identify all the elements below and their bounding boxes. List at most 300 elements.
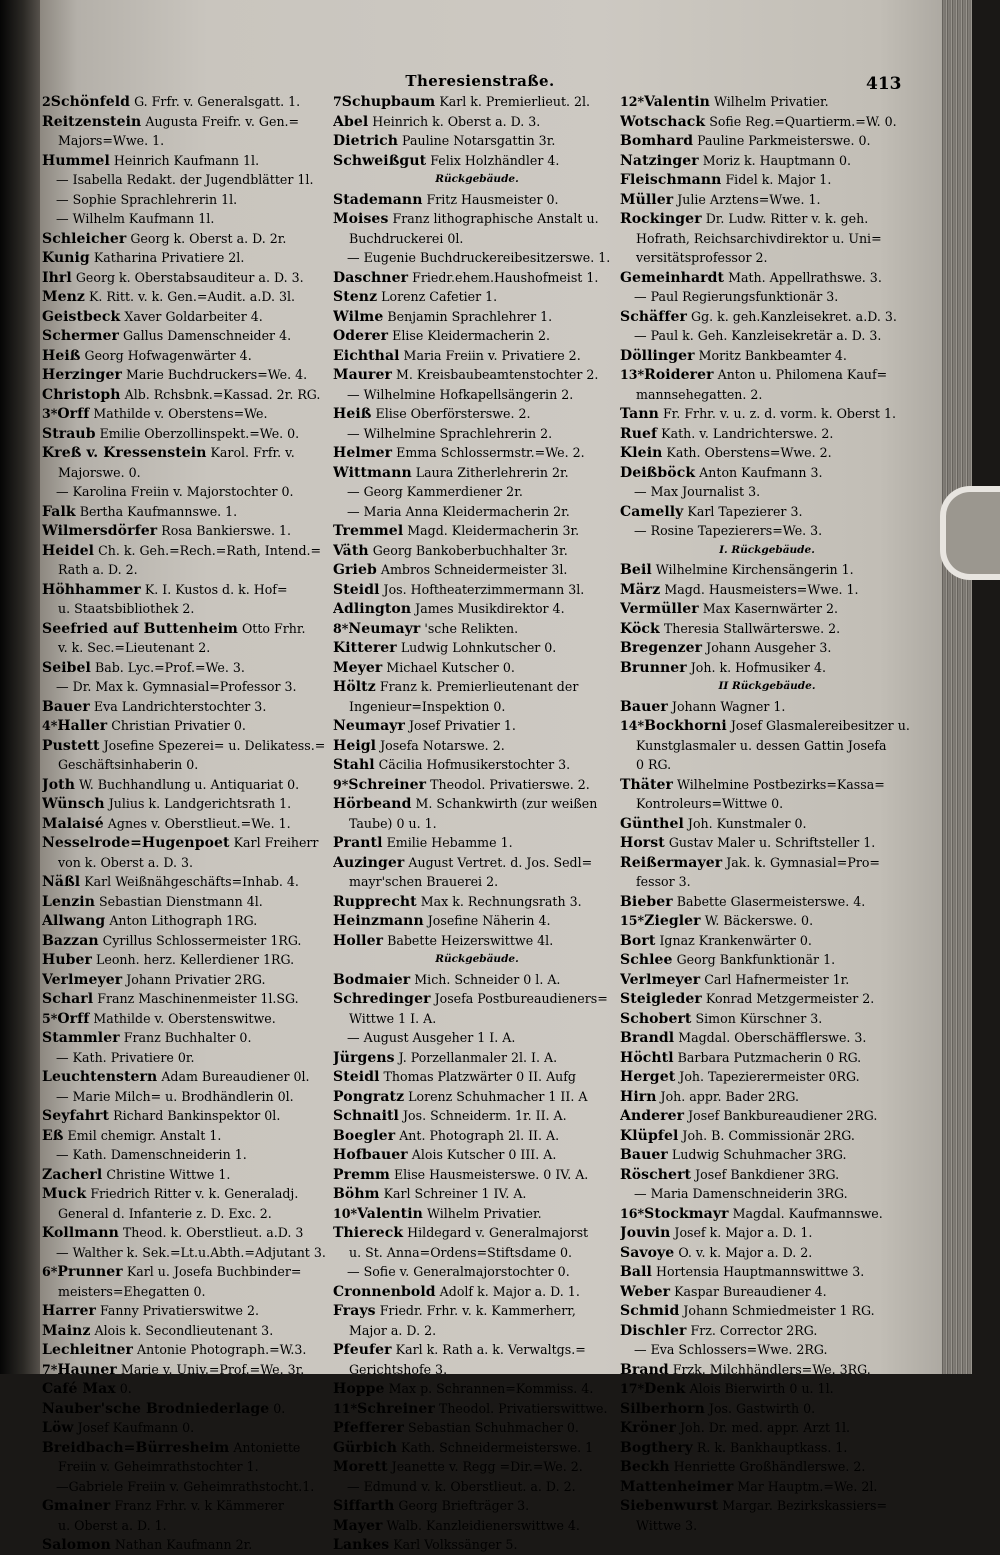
entry-line (620, 755, 914, 775)
directory-entry (333, 1379, 621, 1399)
directory-entry (333, 1048, 621, 1068)
entry-details: Alois Kutscher 0 III. A. (411, 1147, 557, 1162)
entry-details: Jos. Gastwirth 0. (708, 1400, 816, 1416)
resident-name: Lenzin (42, 893, 95, 910)
directory-entry (620, 112, 914, 132)
entry-details: Joh. B. Commissionär 2RG. (682, 1127, 855, 1143)
entry-details: W. Buchhandlung u. Antiquariat 0. (79, 776, 300, 792)
directory-entry (333, 1067, 621, 1087)
entry-details: Wilhelmine Kirchensängerin 1. (655, 562, 854, 577)
entry-line (42, 560, 332, 580)
resident-name: Wünsch (42, 796, 105, 812)
entry-details: Josef Kaufmann 0. (77, 1420, 195, 1435)
entry-details: Josefine Spezerei= u. Delikatess.= (103, 737, 326, 753)
entry-details: Benjamin Sprachlehrer 1. (387, 308, 553, 324)
resident-name: Vermüller (620, 601, 699, 617)
directory-entry (333, 131, 621, 151)
entry-details: Sebastian Schuhmacher 0. (407, 1420, 579, 1435)
directory-entry (620, 833, 914, 853)
resident-name: März (620, 581, 661, 598)
entry-details: Friedrich Ritter v. k. Generaladj. (90, 1186, 299, 1201)
entry-details: James Musikdirektor 4. (415, 601, 565, 616)
directory-entry (620, 307, 914, 327)
entry-details: Walb. Kanzleidienerswittwe 4. (386, 1517, 580, 1533)
directory-entry (42, 385, 332, 405)
entry-details: Lorenz Schuhmacher 1 II. A (408, 1088, 588, 1104)
directory-entry (42, 658, 332, 678)
directory-entry (42, 833, 332, 853)
entry-details: Theodol. Privatierswe. 2. (430, 776, 590, 792)
entry-details: Karl Tapezierer 3. (687, 503, 803, 519)
directory-entry (333, 1223, 621, 1243)
entry-details: Karol. Frfr. v. (210, 445, 295, 460)
entry-details: Ant. Photograph 2l. II. A. (399, 1127, 560, 1143)
entry-details: — Paul Regierungsfunktionär 3. (634, 289, 839, 304)
resident-name: Klein (620, 445, 663, 461)
entry-details: Franz Buchhalter 0. (123, 1030, 252, 1045)
resident-name: Scharl (42, 991, 94, 1007)
entry-details: versitätsprofessor 2. (636, 250, 768, 265)
directory-entry (620, 1223, 914, 1243)
directory-entry (42, 326, 332, 346)
entry-details: Augusta Freifr. v. Gen.= (145, 113, 300, 129)
entry-details: J. Porzellanmaler 2l. I. A. (398, 1049, 558, 1065)
entry-details: Franz Maschinenmeister 1l.SG. (97, 991, 299, 1006)
resident-name: Muck (42, 1186, 87, 1202)
directory-entry (620, 1204, 914, 1224)
house-number: 16* (620, 1205, 645, 1221)
directory-entry (333, 1106, 621, 1126)
page-edges (942, 0, 972, 1374)
resident-name: Stenz (333, 289, 378, 305)
directory-entry (333, 892, 621, 912)
entry-details: Karl k. Premierlieut. 2l. (439, 94, 591, 109)
resident-name: Hofbauer (333, 1147, 408, 1163)
directory-entry (620, 1009, 914, 1029)
directory-entry (42, 911, 332, 931)
resident-name: Thäter (620, 776, 674, 793)
entry-details: M. Schankwirth (zur weißen (415, 796, 598, 811)
resident-name: Weber (620, 1283, 671, 1300)
entry-details: Agnes v. Oberstlieut.=We. 1. (107, 815, 291, 831)
entry-details: Babette Glasermeisterswe. 4. (676, 893, 866, 909)
directory-entry (333, 755, 621, 775)
entry-line (620, 287, 914, 307)
entry-details: Max p. Schrannen=Kommiss. 4. (388, 1381, 594, 1396)
directory-entry (620, 151, 914, 171)
resident-name: Kitterer (333, 640, 397, 656)
entry-details: Pauline Notarsgattin 3r. (402, 133, 556, 148)
directory-entry (620, 911, 914, 931)
resident-name: Rockinger (620, 211, 702, 227)
resident-name: Tann (620, 406, 659, 422)
resident-name: Eß (42, 1127, 64, 1144)
entry-details: Johann Schmiedmeister 1 RG. (683, 1303, 875, 1318)
entry-details: Maria Freiin v. Privatiere 2. (403, 347, 581, 363)
directory-entry (620, 1106, 914, 1126)
directory-entry (333, 1145, 621, 1165)
directory-entry (620, 209, 914, 229)
directory-entry (620, 1165, 914, 1185)
directory-entry (42, 931, 332, 951)
resident-name: Schredinger (333, 991, 431, 1007)
street-heading: Theresienstraße. (405, 72, 555, 90)
resident-name: Seefried auf Buttenheim (42, 620, 238, 637)
section-heading (333, 950, 621, 970)
entry-details: — Sophie Sprachlehrerin 1l. (56, 191, 238, 207)
house-number: 8* (333, 620, 349, 636)
entry-details: meisters=Ehegatten 0. (58, 1283, 206, 1299)
resident-name: Camelly (620, 503, 684, 520)
directory-entry (333, 560, 621, 580)
directory-entry (620, 1457, 914, 1477)
entry-details: u. St. Anna=Ordens=Stiftsdame 0. (349, 1244, 573, 1260)
directory-entry (620, 1087, 914, 1107)
entry-details: Magd. Hausmeisters=Wwe. 1. (664, 581, 859, 597)
entry-details: Cäcilia Hofmusikerstochter 3. (378, 757, 571, 772)
directory-entry (333, 151, 621, 171)
directory-entry (42, 1438, 332, 1458)
directory-entry (42, 1223, 332, 1243)
resident-name: Moises (333, 211, 389, 227)
directory-entry (620, 131, 914, 151)
resident-name: Dietrich (333, 133, 399, 149)
entry-details: Lorenz Cafetier 1. (381, 289, 498, 304)
resident-name: Bregenzer (620, 640, 703, 656)
directory-entry (42, 775, 332, 795)
entry-details: Frzk. Milchhändlers=We. 3RG. (672, 1361, 871, 1377)
directory-entry (42, 1418, 332, 1438)
directory-entry (620, 268, 914, 288)
entry-details: Georg k. Oberst a. D. 2r. (130, 230, 287, 246)
directory-entry (42, 794, 332, 814)
entry-line (333, 697, 621, 717)
resident-name: Löw (42, 1420, 74, 1436)
resident-name: Heinzmann (333, 913, 424, 929)
entry-details: u. Staatsbibliothek 2. (58, 601, 195, 616)
entry-details: — Max Journalist 3. (634, 484, 761, 499)
house-number: 5* (42, 1010, 58, 1026)
entry-details: Georg Briefträger 3. (398, 1498, 530, 1513)
resident-name: Döllinger (620, 347, 695, 364)
resident-name: Grieb (333, 562, 377, 578)
entry-details: Joh. Tapezierermeister 0RG. (679, 1069, 860, 1084)
entry-details: fessor 3. (636, 874, 691, 889)
entry-details: Josefine Näherin 4. (427, 913, 551, 928)
entry-line (620, 794, 914, 814)
house-number: 13* (620, 367, 645, 382)
resident-name: Lechleitner (42, 1342, 134, 1358)
resident-name: Breidbach=Bürresheim (42, 1439, 230, 1456)
entry-line (42, 1243, 332, 1263)
resident-name: Fleischmann (620, 172, 722, 188)
entry-line (620, 229, 914, 249)
directory-entry (42, 404, 332, 424)
directory-entry (42, 814, 332, 834)
entry-details: Geschäftsinhaberin 0. (58, 757, 199, 772)
entry-line (333, 872, 621, 892)
entry-details: O. v. k. Major a. D. 2. (678, 1244, 813, 1260)
directory-entry (42, 619, 332, 639)
section-heading (620, 541, 914, 561)
entry-details: Ludwig Lohnkutscher 0. (400, 640, 557, 655)
resident-name: Neumayr (348, 620, 421, 637)
directory-entry (333, 346, 621, 366)
directory-entry (42, 424, 332, 444)
resident-name: Cronnenbold (333, 1283, 436, 1300)
house-number: 2 (42, 94, 51, 109)
directory-entry (42, 1321, 332, 1341)
entry-details: Mathilde v. Oberstens=We. (93, 406, 268, 421)
resident-name: Zacherl (42, 1166, 103, 1183)
directory-entry (42, 989, 332, 1009)
resident-name: Hirn (620, 1088, 657, 1105)
entry-line (42, 209, 332, 229)
entry-details: Buchdruckerei 0l. (349, 230, 464, 246)
resident-name: Stammler (42, 1030, 120, 1046)
entry-details: Georg k. Oberstabsauditeur a. D. 3. (75, 269, 304, 285)
directory-entry (333, 599, 621, 619)
resident-name: Deißböck (620, 464, 696, 481)
resident-name: Prunner (57, 1264, 123, 1280)
resident-name: Kröner (620, 1420, 676, 1436)
entry-details: Alois k. Secondlieutenant 3. (94, 1322, 274, 1338)
entry-details: Julius k. Landgerichtsrath 1. (108, 796, 292, 811)
directory-entry (42, 872, 332, 892)
resident-name: Café Max (42, 1381, 116, 1397)
entry-details: Karl u. Josefa Buchbinder= (126, 1264, 302, 1279)
directory-entry (620, 346, 914, 366)
directory-entry (333, 287, 621, 307)
resident-name: Helmer (333, 445, 393, 461)
entry-details: R. k. Bankhauptkass. 1. (696, 1439, 848, 1455)
entry-details: — Wilhelmine Hofkapellsängerin 2. (347, 386, 574, 402)
directory-entry (333, 794, 621, 814)
resident-name: Seibel (42, 659, 91, 676)
directory-entry (333, 1165, 621, 1185)
directory-entry (620, 1262, 914, 1282)
section-heading (620, 677, 914, 697)
entry-details: Barbara Putzmacherin 0 RG. (677, 1049, 862, 1065)
column-3 (620, 92, 914, 1535)
directory-entry (333, 1087, 621, 1107)
directory-entry (620, 950, 914, 970)
entry-details: — Eva Schlossers=Wwe. 2RG. (634, 1342, 828, 1357)
entry-details: Margar. Bezirkskassiers= (722, 1498, 887, 1513)
entry-line (333, 502, 621, 522)
directory-entry (333, 989, 621, 1009)
entry-line (620, 872, 914, 892)
resident-name: Anderer (620, 1108, 685, 1124)
entry-details: August Vertret. d. Jos. Sedl= (408, 854, 593, 870)
entry-line (42, 1457, 332, 1477)
entry-details: Rosa Bankierswe. 1. (161, 523, 291, 538)
directory-entry (620, 463, 914, 483)
directory-entry (333, 580, 621, 600)
entry-details: Karl Schreiner 1 IV. A. (383, 1186, 527, 1201)
directory-entry (620, 970, 914, 990)
directory-entry (333, 658, 621, 678)
resident-name: Schreiner (348, 776, 427, 793)
entry-details: —Gabriele Freiin v. Geheimrathstocht.1. (56, 1478, 315, 1494)
entry-details: Kontroleurs=Wittwe 0. (636, 796, 784, 811)
resident-name: Pustett (42, 737, 100, 754)
entry-details: M. Kreisbaubeamtenstochter 2. (396, 367, 599, 382)
entry-details: Marie Buchdruckers=We. 4. (125, 367, 308, 382)
entry-details: Kunstglasmaler u. dessen Gattin Josefa (636, 737, 887, 753)
resident-name: Bauer (620, 1147, 668, 1163)
entry-details: Math. Appellrathswe. 3. (728, 269, 882, 285)
directory-entry (620, 443, 914, 463)
entry-details: Otto Frhr. (241, 620, 306, 636)
resident-name: Schermer (42, 328, 119, 344)
resident-name: Reitzenstein (42, 113, 142, 130)
directory-entry (333, 209, 621, 229)
directory-entry (333, 443, 621, 463)
entry-details: Pauline Parkmeisterswe. 0. (697, 133, 871, 148)
directory-entry (620, 1048, 914, 1068)
entry-details: — Kath. Privatiere 0r. (56, 1049, 195, 1065)
resident-name: Näßl (42, 874, 81, 890)
directory-entry (333, 638, 621, 658)
entry-line (42, 677, 332, 697)
entry-details: Leonh. herz. Kellerdiener 1RG. (96, 952, 295, 967)
entry-details: — Sofie v. Generalmajorstochter 0. (347, 1264, 570, 1279)
resident-name: Jürgens (333, 1049, 395, 1066)
directory-entry (333, 970, 621, 990)
resident-name: Röschert (620, 1166, 692, 1183)
directory-entry (620, 853, 914, 873)
directory-entry (42, 1399, 332, 1419)
entry-details: Christine Wittwe 1. (106, 1166, 231, 1182)
directory-entry (42, 1165, 332, 1185)
entry-line (42, 463, 332, 483)
directory-entry (42, 970, 332, 990)
entry-details: — Eugenie Buchdruckereibesitzerswe. 1. (347, 250, 611, 265)
resident-name: Orff (57, 1010, 90, 1027)
entry-line (620, 326, 914, 346)
entry-details: Ambros Schneidermeister 3l. (380, 562, 568, 577)
entry-details: Fanny Privatierswitwe 2. (99, 1303, 259, 1318)
directory-entry (42, 1067, 332, 1087)
entry-details: Dr. Ludw. Ritter v. k. geh. (705, 211, 869, 226)
entry-details: von k. Oberst a. D. 3. (58, 854, 194, 870)
entry-details: Michael Kutscher 0. (386, 659, 515, 675)
house-number: 14* (620, 718, 645, 733)
directory-entry (42, 1126, 332, 1146)
entry-details: — Kath. Damenschneiderin 1. (56, 1147, 247, 1162)
directory-entry (333, 833, 621, 853)
directory-entry (333, 326, 621, 346)
resident-name: Höhhammer (42, 581, 141, 598)
resident-name: Steigleder (620, 991, 702, 1007)
directory-entry (333, 1204, 621, 1224)
resident-name: Mattenheimer (620, 1478, 734, 1495)
entry-details: Marie v. Univ.=Prof.=We. 3r. (120, 1361, 305, 1377)
resident-name: Höltz (333, 679, 376, 695)
resident-name: Haller (57, 718, 108, 734)
entry-details: General d. Infanterie z. D. Exc. 2. (58, 1205, 272, 1221)
entry-line (620, 1184, 914, 1204)
entry-details: mannsehegatten. 2. (636, 386, 763, 402)
resident-name: Ihrl (42, 269, 72, 286)
entry-line (333, 1243, 621, 1263)
entry-details: 0. (273, 1400, 286, 1416)
directory-entry (333, 365, 621, 385)
resident-name: Schönfeld (50, 94, 131, 110)
house-number: 7 (333, 94, 342, 109)
entry-details: Laura Zitherlehrerin 2r. (415, 464, 569, 480)
entry-details: Christian Privatier 0. (111, 718, 246, 733)
entry-line (333, 1321, 621, 1341)
entry-line (42, 482, 332, 502)
entry-line (333, 1009, 621, 1029)
resident-name: Brunner (620, 659, 687, 676)
house-number: 11* (333, 1400, 358, 1416)
resident-name: Wotschack (620, 113, 706, 130)
directory-entry (42, 443, 332, 463)
entry-line (42, 755, 332, 775)
resident-name: Schreiner (357, 1400, 435, 1417)
directory-entry (620, 931, 914, 951)
entry-details: — Dr. Max k. Gymnasial=Professor 3. (56, 679, 297, 694)
resident-name: Steidl (333, 1069, 380, 1085)
entry-details: Emil chemigr. Anstalt 1. (67, 1127, 222, 1143)
directory-entry (42, 268, 332, 288)
entry-details: — Maria Damenschneiderin 3RG. (634, 1186, 848, 1201)
entry-line (620, 521, 914, 541)
resident-name: Maurer (333, 367, 393, 383)
entry-line (333, 1360, 621, 1380)
resident-name: Gmainer (42, 1498, 111, 1514)
entry-details: — Isabella Redakt. der Jugendblätter 1l. (56, 172, 314, 187)
entry-details: Wilhelm Privatier. (713, 94, 829, 109)
entry-details: Johann Wagner 1. (671, 698, 786, 714)
directory-entry (620, 502, 914, 522)
resident-name: Mayer (333, 1517, 383, 1534)
entry-details: Joh. Kunstmaler 0. (687, 815, 807, 831)
entry-details: Franz k. Premierlieutenant der (379, 679, 579, 694)
entry-details: Elise Hausmeisterswe. 0 IV. A. (393, 1166, 589, 1182)
entry-details: Wilhelmine Postbezirks=Kassa= (677, 776, 885, 792)
directory-entry (42, 307, 332, 327)
entry-line (42, 1477, 332, 1497)
entry-details: Ingenieur=Inspektion 0. (349, 698, 506, 714)
directory-entry (620, 658, 914, 678)
resident-name: Stahl (333, 757, 375, 773)
resident-name: Wittmann (333, 464, 412, 481)
entry-details: Kaspar Bureaudiener 4. (674, 1283, 827, 1299)
directory-entry (333, 1301, 621, 1321)
resident-name: Kunig (42, 250, 90, 266)
house-number: 3* (42, 406, 58, 421)
entry-line (333, 814, 621, 834)
resident-name: Bieber (620, 893, 673, 910)
entry-details: Anton u. Philomena Kauf= (717, 367, 888, 382)
entry-details: Emilie Oberzollinspekt.=We. 0. (99, 425, 300, 441)
entry-details: Kath. Oberstens=Wwe. 2. (666, 445, 832, 460)
resident-name: Ziegler (644, 913, 701, 929)
directory-entry (42, 950, 332, 970)
directory-entry (333, 190, 621, 210)
entry-details: — Walther k. Sek.=Lt.u.Abth.=Adjutant 3. (56, 1244, 326, 1260)
resident-name: Väth (333, 542, 369, 559)
entry-details: Gallus Damenschneider 4. (123, 328, 292, 343)
entry-details: Friedr. Frhr. v. k. Kammerherr, (379, 1303, 576, 1318)
directory-entry (620, 716, 914, 736)
resident-name: Schupbaum (341, 94, 436, 110)
directory-entry (620, 190, 914, 210)
